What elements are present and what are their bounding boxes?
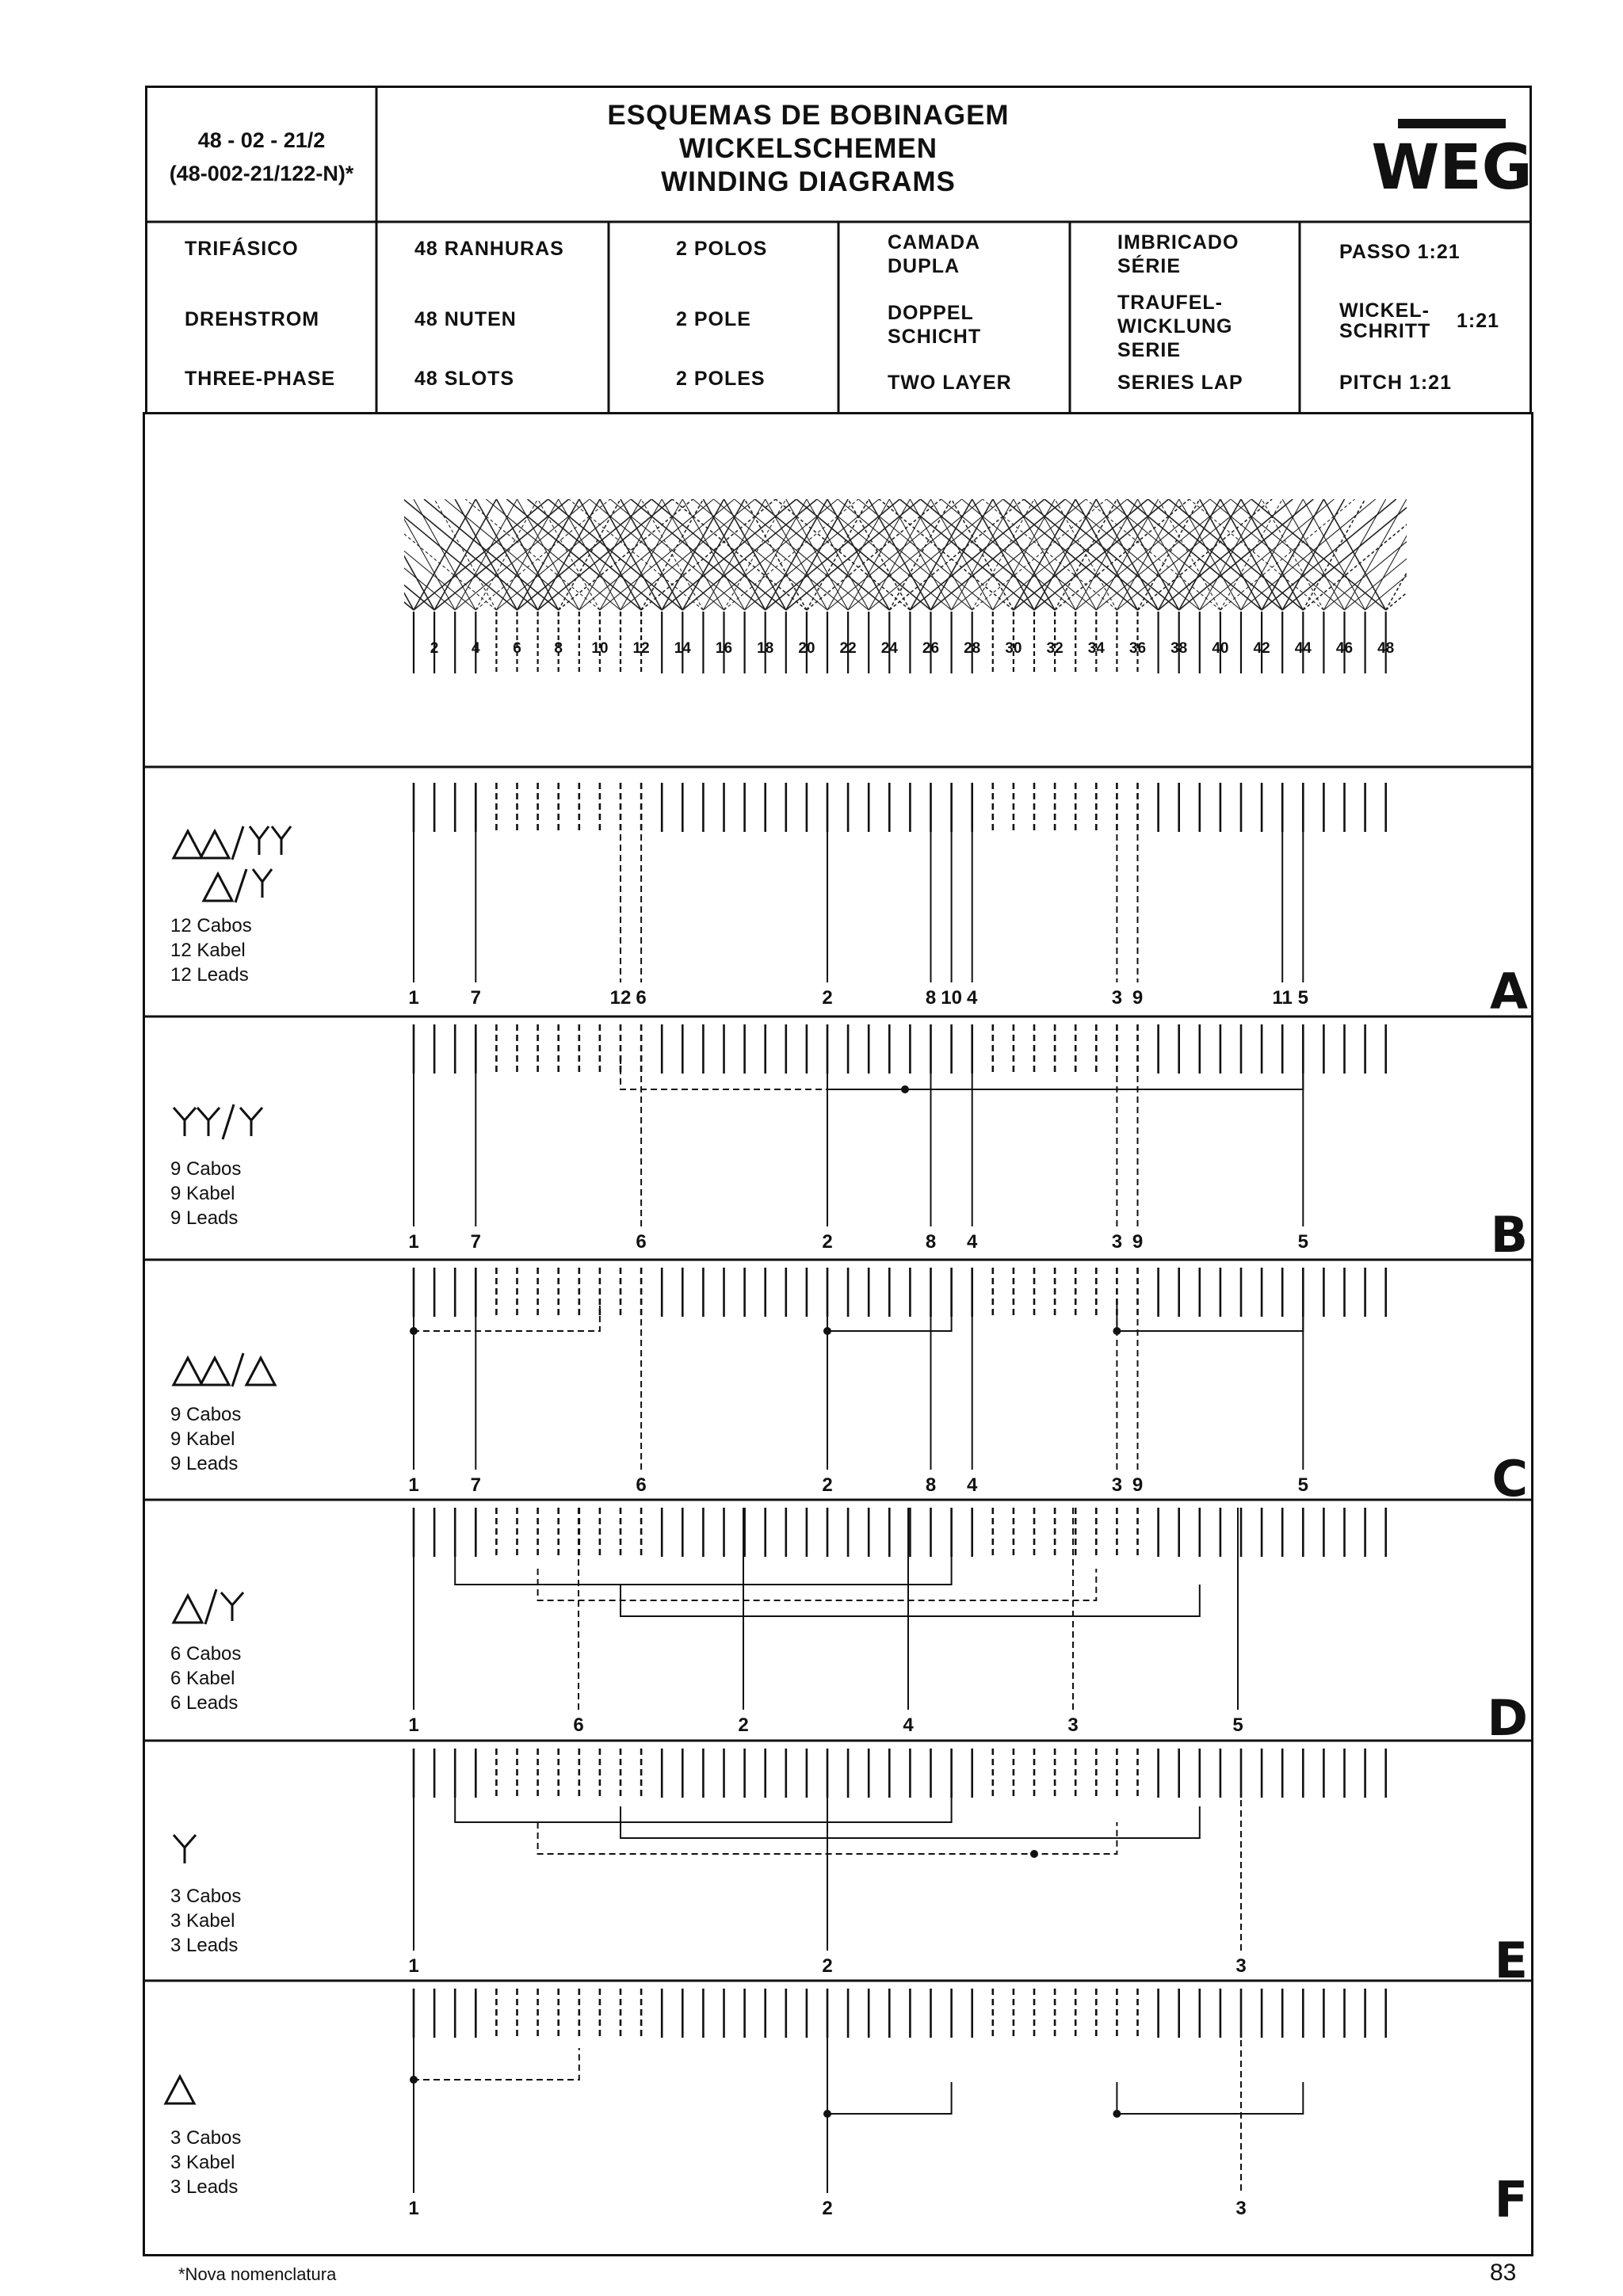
leads-de: 6 Kabel bbox=[170, 1668, 235, 1689]
lead-label: 8 bbox=[925, 1231, 937, 1253]
leads-en: 3 Leads bbox=[170, 2176, 239, 2198]
lead-label: 1 bbox=[408, 1474, 419, 1496]
connection-bracket bbox=[414, 1299, 600, 1331]
wye-symbol bbox=[170, 1830, 218, 1870]
lead-label: 4 bbox=[967, 987, 978, 1009]
slot-number: 22 bbox=[839, 640, 857, 657]
section-d-leads bbox=[170, 1642, 241, 1715]
lead-label: 1 bbox=[408, 2198, 419, 2219]
section-c-leads bbox=[170, 1402, 241, 1476]
slot-number: 10 bbox=[591, 640, 609, 657]
lead-label: 3 bbox=[1111, 987, 1123, 1009]
spec-pitch-pt: PASSO 1:21 bbox=[1339, 241, 1461, 263]
junction-dot bbox=[901, 1085, 909, 1093]
lead-label: 5 bbox=[1297, 1231, 1308, 1253]
lead-label: 2 bbox=[822, 1231, 833, 1253]
lead-label: 3 bbox=[1111, 1231, 1123, 1253]
slot-number: 20 bbox=[798, 640, 815, 657]
slot-number: 40 bbox=[1212, 640, 1229, 657]
leads-de: 9 Kabel bbox=[170, 1183, 235, 1204]
leads-pt: 3 Cabos bbox=[170, 2127, 242, 2149]
slot-bars bbox=[414, 783, 1386, 2038]
spec-layer-pt-1: CAMADA bbox=[888, 231, 981, 254]
delta-delta-wye-wye-symbol bbox=[170, 820, 329, 907]
spec-phase-de: DREHSTROM bbox=[185, 308, 320, 330]
leads-en: 9 Leads bbox=[170, 1453, 239, 1474]
leads-en: 9 Leads bbox=[170, 1207, 239, 1229]
slot-number: 38 bbox=[1170, 640, 1188, 657]
lead-label: 1 bbox=[408, 1955, 419, 1977]
lead-label: 10 bbox=[941, 987, 962, 1009]
lead-label: 2 bbox=[822, 1474, 833, 1496]
delta-wye-symbol bbox=[170, 1585, 265, 1632]
lead-label: 7 bbox=[470, 987, 481, 1009]
spec-type-en: SERIES LAP bbox=[1117, 372, 1243, 394]
connection-bracket bbox=[827, 1058, 1303, 1089]
spec-slots-pt: 48 RANHURAS bbox=[414, 238, 564, 260]
spec-layer-pt-2: DUPLA bbox=[888, 255, 960, 277]
slot-number: 6 bbox=[513, 640, 521, 657]
leads-pt: 9 Cabos bbox=[170, 1404, 242, 1425]
spec-pitch-de-2: SCHRITT bbox=[1339, 320, 1431, 342]
slot-number: 26 bbox=[922, 640, 940, 657]
leads-pt: 6 Cabos bbox=[170, 1643, 242, 1665]
spec-type-de-3: SERIE bbox=[1117, 339, 1182, 361]
section-a-leads bbox=[170, 913, 252, 987]
leads-de: 12 Kabel bbox=[170, 940, 246, 961]
section-e-leads bbox=[170, 1884, 241, 1958]
lead-label: 9 bbox=[1132, 1474, 1144, 1496]
lead-label: 12 bbox=[609, 987, 632, 1009]
junction-dot bbox=[823, 2110, 831, 2118]
title-english: WINDING DIAGRAMS bbox=[661, 166, 956, 197]
spec-phase-en: THREE-PHASE bbox=[185, 368, 336, 390]
footnote: *Nova nomenclatura bbox=[178, 2264, 337, 2284]
lead-label: 8 bbox=[925, 987, 937, 1009]
section-letter-f: F bbox=[1494, 2171, 1528, 2229]
slot-number: 28 bbox=[964, 640, 981, 657]
leads-de: 3 Kabel bbox=[170, 2152, 235, 2173]
spec-type-de-1: TRAUFEL- bbox=[1117, 292, 1223, 314]
connection-bracket bbox=[827, 2082, 952, 2114]
slot-number: 16 bbox=[715, 640, 733, 657]
lead-label: 4 bbox=[967, 1474, 978, 1496]
lead-label: 4 bbox=[903, 1714, 914, 1736]
connection-bracket bbox=[414, 2048, 579, 2080]
spec-layer-en: TWO LAYER bbox=[888, 372, 1012, 394]
lead-label: 5 bbox=[1297, 987, 1308, 1009]
lead-label: 8 bbox=[925, 1474, 937, 1496]
slot-number: 46 bbox=[1335, 640, 1354, 657]
junction-dot bbox=[1113, 2110, 1121, 2118]
leads-en: 12 Leads bbox=[170, 964, 249, 986]
lead-label: 6 bbox=[636, 1474, 647, 1496]
lead-label: 1 bbox=[408, 1231, 419, 1253]
lead-label: 2 bbox=[822, 987, 833, 1009]
slot-number: 42 bbox=[1253, 640, 1270, 657]
wye-wye-wye-symbol bbox=[170, 1101, 297, 1149]
spec-slots-de: 48 NUTEN bbox=[414, 308, 517, 330]
lead-label: 2 bbox=[822, 1955, 833, 1977]
spec-type-de-2: WICKLUNG bbox=[1117, 315, 1233, 338]
leads-pt: 12 Cabos bbox=[170, 915, 252, 936]
leads-en: 6 Leads bbox=[170, 1692, 239, 1714]
leads-en: 3 Leads bbox=[170, 1935, 239, 1956]
delta-symbol bbox=[162, 2072, 210, 2111]
slot-number: 18 bbox=[757, 640, 774, 657]
lead-label: 2 bbox=[822, 2198, 833, 2219]
title-german: WICKELSCHEMEN bbox=[678, 133, 938, 164]
slot-number: 44 bbox=[1294, 640, 1312, 657]
slot-number: 8 bbox=[554, 640, 563, 657]
lead-label: 3 bbox=[1111, 1474, 1123, 1496]
delta-delta-delta-symbol bbox=[170, 1347, 297, 1394]
lead-label: 7 bbox=[470, 1474, 481, 1496]
lead-label: 7 bbox=[470, 1231, 481, 1253]
slot-number: 32 bbox=[1046, 640, 1064, 657]
lead-label: 6 bbox=[573, 1714, 584, 1736]
coil-mask-top bbox=[396, 460, 1426, 499]
spec-poles-pt: 2 POLOS bbox=[676, 238, 768, 260]
slot-number: 36 bbox=[1128, 640, 1147, 657]
lead-label: 1 bbox=[408, 1714, 419, 1736]
coil-wire bbox=[1282, 499, 1417, 610]
spec-pitch-de-3: 1:21 bbox=[1457, 310, 1500, 332]
section-letter-c: C bbox=[1491, 1450, 1528, 1508]
junction-dot bbox=[410, 2076, 418, 2084]
connection-bracket bbox=[1117, 2082, 1303, 2114]
slot-number: 30 bbox=[1005, 640, 1022, 657]
junction-dot bbox=[1030, 1850, 1038, 1858]
coil-mask-left bbox=[262, 475, 404, 618]
slot-number: 4 bbox=[472, 640, 480, 657]
leads-de: 3 Kabel bbox=[170, 1910, 235, 1932]
lead-label: 9 bbox=[1132, 1231, 1144, 1253]
leads-pt: 3 Cabos bbox=[170, 1886, 242, 1907]
spec-pitch-en: PITCH 1:21 bbox=[1339, 372, 1452, 394]
section-f-leads bbox=[170, 2126, 241, 2199]
spec-pitch-de-1: WICKEL- bbox=[1339, 299, 1430, 322]
page-number: 83 bbox=[1490, 2260, 1517, 2286]
section-letter-e: E bbox=[1494, 1932, 1528, 1989]
section-b-leads bbox=[170, 1157, 241, 1230]
lead-label: 3 bbox=[1067, 1714, 1079, 1736]
lead-label: 9 bbox=[1132, 987, 1144, 1009]
spec-layer-de-1: DOPPEL bbox=[888, 302, 974, 324]
spec-layer-de-2: SCHICHT bbox=[888, 326, 982, 348]
title-portuguese: ESQUEMAS DE BOBINAGEM bbox=[607, 100, 1010, 131]
logo-text: WEG bbox=[1371, 132, 1533, 204]
section-letter-d: D bbox=[1487, 1689, 1528, 1747]
spec-slots-en: 48 SLOTS bbox=[414, 368, 515, 390]
junction-dot bbox=[410, 1327, 418, 1335]
slot-number: 12 bbox=[632, 640, 650, 657]
lead-label: 6 bbox=[636, 1231, 647, 1253]
code-line-2: (48-002-21/122-N)* bbox=[169, 161, 354, 185]
lead-label: 11 bbox=[1272, 987, 1293, 1009]
slot-number: 48 bbox=[1377, 640, 1395, 657]
code-line-1: 48 - 02 - 21/2 bbox=[197, 128, 326, 152]
spec-type-pt-1: IMBRICADO bbox=[1117, 231, 1239, 254]
lead-label: 5 bbox=[1297, 1474, 1308, 1496]
junction-dot bbox=[823, 1327, 831, 1335]
spec-poles-de: 2 POLE bbox=[676, 308, 751, 330]
slot-number: 34 bbox=[1087, 640, 1105, 657]
lead-label: 3 bbox=[1235, 2198, 1247, 2219]
slot-number: 14 bbox=[674, 640, 691, 657]
spec-type-pt-2: SÉRIE bbox=[1117, 255, 1182, 277]
lead-label: 6 bbox=[636, 987, 647, 1009]
spec-poles-en: 2 POLES bbox=[676, 368, 766, 390]
lead-label: 1 bbox=[408, 987, 419, 1009]
section-letter-b: B bbox=[1490, 1206, 1528, 1264]
lead-label: 3 bbox=[1235, 1955, 1247, 1977]
lead-label: 4 bbox=[967, 1231, 978, 1253]
lead-label: 5 bbox=[1232, 1714, 1243, 1736]
slot-number: 24 bbox=[880, 640, 898, 657]
junction-dot bbox=[1113, 1327, 1121, 1335]
spec-phase-pt: TRIFÁSICO bbox=[185, 238, 299, 260]
leads-pt: 9 Cabos bbox=[170, 1158, 242, 1180]
connection-bracket bbox=[455, 1553, 951, 1585]
slot-number: 2 bbox=[430, 640, 439, 657]
section-letter-a: A bbox=[1490, 963, 1528, 1020]
lead-label: 2 bbox=[738, 1714, 749, 1736]
connection-bracket bbox=[1117, 1299, 1303, 1331]
leads-de: 9 Kabel bbox=[170, 1428, 235, 1450]
